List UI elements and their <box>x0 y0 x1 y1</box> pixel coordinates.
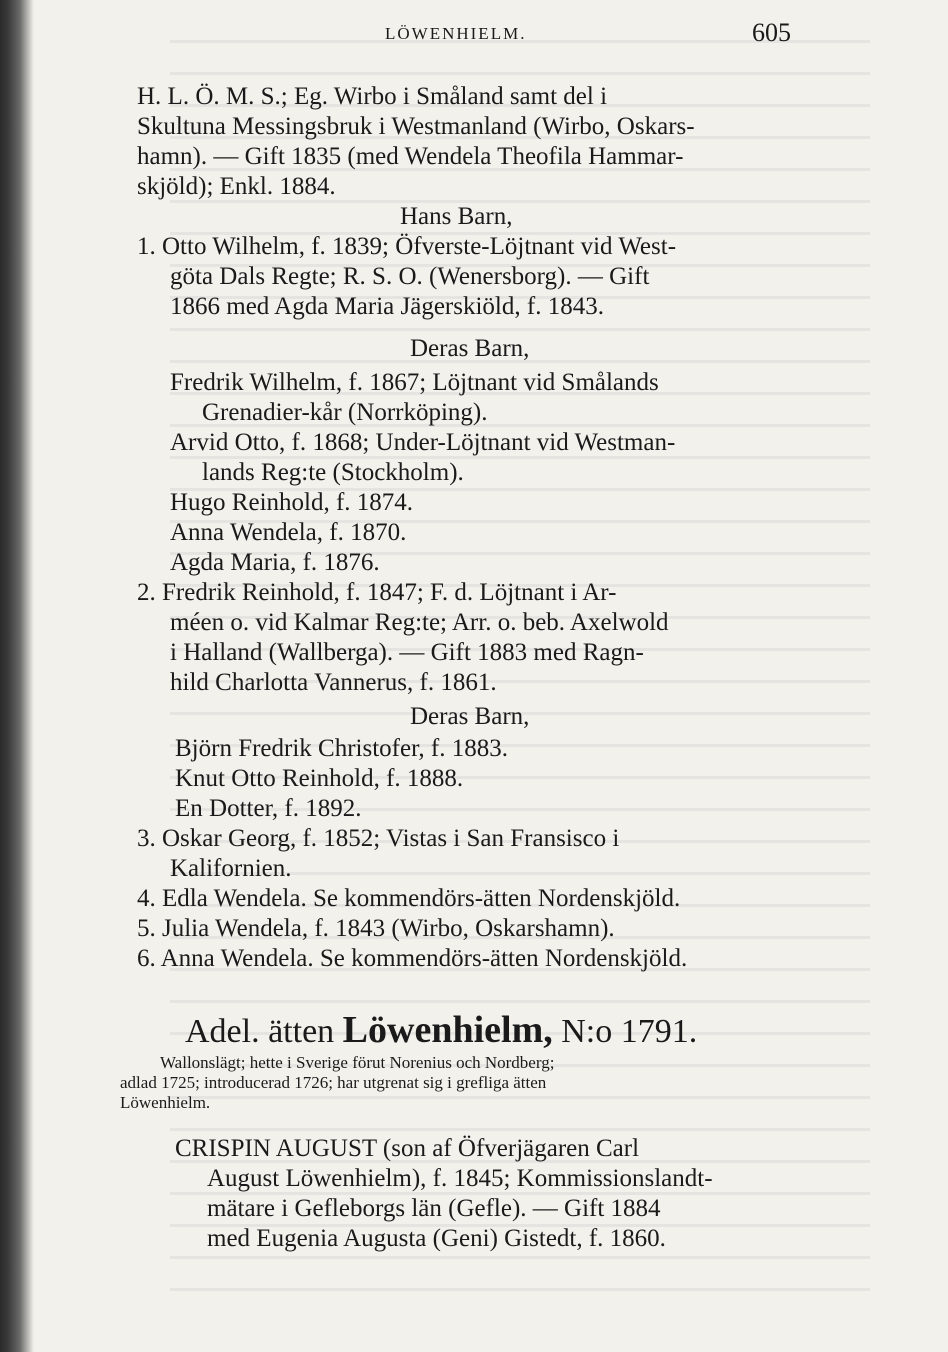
child-entry: 5. Julia Wendela, f. 1843 (Wirbo, Oskarshamn). <box>137 915 615 942</box>
child-entry: 1. Otto Wilhelm, f. 1839; Öfverste-Löjtnant vid West- <box>137 233 677 260</box>
grandchild-entry: En Dotter, f. 1892. <box>175 795 362 822</box>
text-line: mätare i Gefleborgs län (Gefle). — Gift 1884 <box>207 1195 661 1222</box>
text-line: hamn). — Gift 1835 (med Wendela Theofila Hammar- <box>137 143 684 170</box>
text-line: i Halland (Wallberga). — Gift 1883 med Ragn- <box>170 639 644 666</box>
text-line: lands Reg:te (Stockholm). <box>202 459 464 486</box>
text-line: Grenadier-kår (Norrköping). <box>202 399 488 426</box>
heading-prefix: Adel. ätten <box>185 1013 335 1050</box>
heading-number: N:o 1791. <box>561 1013 698 1050</box>
text-line: méen o. vid Kalmar Reg:te; Arr. o. beb. Axelwold <box>170 609 669 636</box>
text-line: Skultuna Messingsbruk i Westmanland (Wirbo, Oskars- <box>137 113 695 140</box>
page-number: 605 <box>752 18 791 47</box>
grandchild-entry: Björn Fredrik Christofer, f. 1883. <box>175 735 508 762</box>
subheading-hans-barn: Hans Barn, <box>400 203 513 230</box>
intro-line: Löwenhielm. <box>120 1093 211 1112</box>
book-binding-edge <box>0 0 34 1352</box>
child-entry: 4. Edla Wendela. Se kommendörs-ätten Nordenskjöld. <box>137 885 681 912</box>
subheading-deras-barn: Deras Barn, <box>410 335 530 362</box>
grandchild-entry: Agda Maria, f. 1876. <box>170 549 380 576</box>
intro-line: adlad 1725; introducerad 1726; har utgrenat sig i grefliga ätten <box>120 1073 547 1092</box>
subheading-deras-barn: Deras Barn, <box>410 703 530 730</box>
intro-line: Wallonslägt; hette i Sverige förut Norenius och Nordberg; <box>160 1053 555 1072</box>
text-line: H. L. Ö. M. S.; Eg. Wirbo i Småland samt del i <box>137 83 608 110</box>
grandchild-entry: Arvid Otto, f. 1868; Under-Löjtnant vid Westman- <box>170 429 676 456</box>
child-entry: 3. Oskar Georg, f. 1852; Vistas i San Fransisco i <box>137 825 620 852</box>
text-line: med Eugenia Augusta (Geni) Gistedt, f. 1860. <box>207 1225 666 1252</box>
text-line: skjöld); Enkl. 1884. <box>137 173 336 200</box>
grandchild-entry: Hugo Reinhold, f. 1874. <box>170 489 414 516</box>
text-line: CRISPIN AUGUST (son af Öfverjägaren Carl <box>175 1135 640 1162</box>
text-line: Kalifornien. <box>170 855 292 882</box>
heading-family-name: Löwenhielm, <box>342 1009 553 1051</box>
running-title: LÖWENHIELM. <box>385 24 527 43</box>
grandchild-entry: Fredrik Wilhelm, f. 1867; Löjtnant vid Smålands <box>170 369 659 396</box>
text-line: göta Dals Regte; R. S. O. (Wenersborg). — Gift <box>170 263 650 290</box>
child-entry: 6. Anna Wendela. Se kommendörs-ätten Nordenskjöld. <box>137 945 688 972</box>
text-line: August Löwenhielm), f. 1845; Kommissionslandt- <box>207 1165 713 1192</box>
section-heading <box>185 1008 885 1054</box>
text-line: hild Charlotta Vannerus, f. 1861. <box>170 669 497 696</box>
grandchild-entry: Anna Wendela, f. 1870. <box>170 519 407 546</box>
child-entry: 2. Fredrik Reinhold, f. 1847; F. d. Löjtnant i Ar- <box>137 579 617 606</box>
grandchild-entry: Knut Otto Reinhold, f. 1888. <box>175 765 464 792</box>
text-line: 1866 med Agda Maria Jägerskiöld, f. 1843. <box>170 293 604 320</box>
